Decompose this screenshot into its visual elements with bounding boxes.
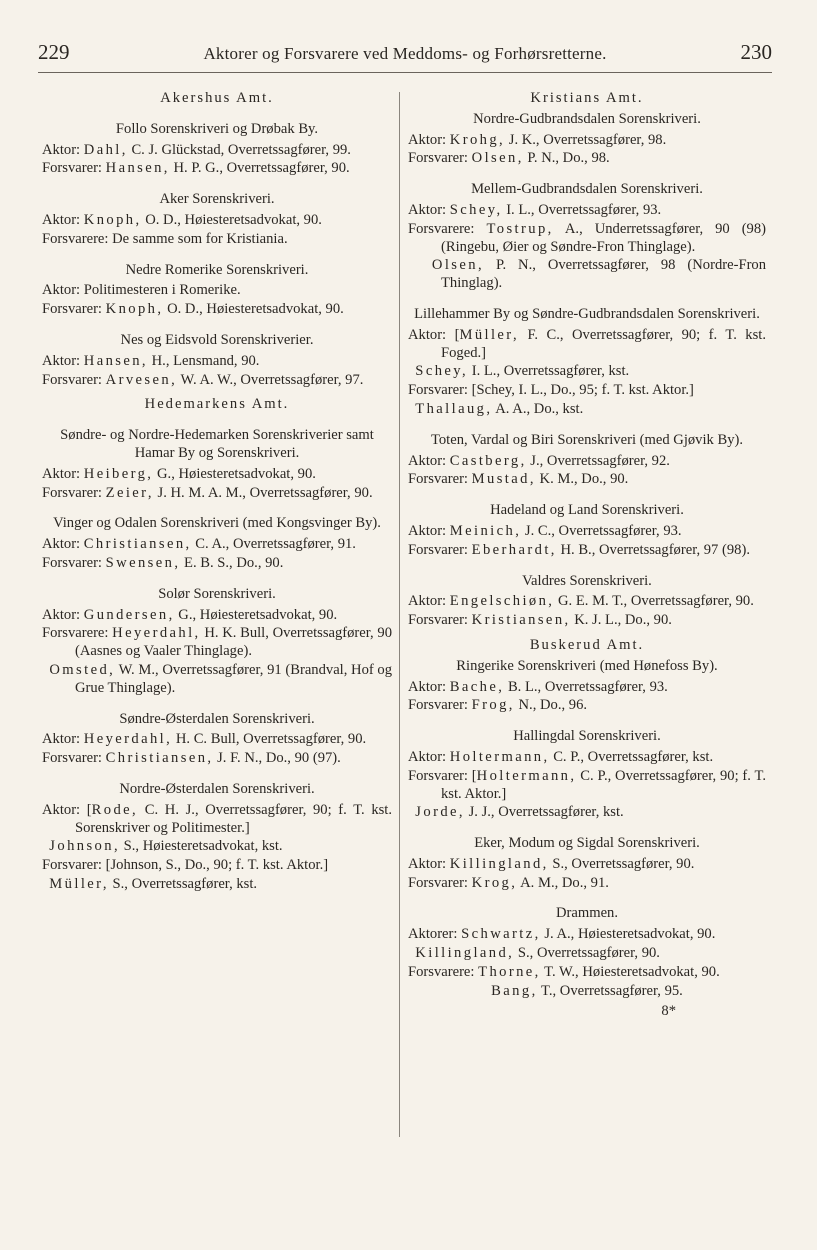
entry [408, 401, 766, 419]
person-name: Killingland, [415, 945, 515, 962]
section-title: Valdres Sorenskriveri. [522, 572, 652, 589]
section-title: Follo Sorenskriveri og Drøbak By. [115, 120, 319, 137]
entry-text: J. A., Høiesteretsadvokat, 90. [544, 926, 716, 943]
role-label: Forsvarer: [42, 484, 102, 501]
entry-text: S., Overretssagfører, kst. [112, 875, 258, 892]
section-title: Solør Sorenskriveri. [158, 585, 276, 602]
person-name: Knoph, [83, 211, 142, 228]
entry [42, 142, 392, 160]
entry-text: W. A. W., Overretssagfører, 97. [180, 371, 364, 388]
entry-text: Politimesteren i Romerike. [83, 282, 241, 299]
section-title: Søndre- og Nordre-Hedemarken Sorenskriverier samt Hamar By og Sorenskriveri. [60, 427, 374, 461]
entry [408, 542, 766, 560]
role-label: Forsvarere: [408, 963, 475, 980]
role-label: Forsvarer: [42, 371, 102, 388]
section-title: Ringerike Sorenskriveri (med Hønefoss By). [456, 657, 718, 674]
role-label: Aktor: [408, 326, 447, 343]
entry-text: F. C., Overretssagfører, 90; f. T. kst. Foged.] [441, 326, 766, 361]
person-name: Schey, [449, 201, 503, 218]
entry-text: P. N., Overretssagfører, 98 (Nordre-Fron Thinglag). [441, 257, 767, 292]
person-name: Dahl, [83, 141, 128, 158]
entry [408, 964, 766, 982]
amt-heading: Buskerud Amt. [529, 636, 645, 653]
entry [42, 212, 392, 230]
role-label: Forsvarer: [42, 750, 102, 767]
person-name: Omsted, [49, 661, 116, 678]
entry [408, 612, 766, 630]
amt-heading: Hedemarkens Amt. [144, 396, 290, 413]
entry [42, 555, 392, 573]
role-label: Aktor: [42, 211, 81, 228]
section-title: Nordre-Gudbrandsdalen Sorenskriveri. [473, 110, 701, 127]
person-name: Thallaug, [415, 400, 493, 417]
entry [408, 382, 766, 400]
person-name: Holtermann, [476, 767, 577, 784]
person-name: Swensen, [105, 554, 181, 571]
role-label: Aktor: [408, 522, 447, 539]
person-name: Müller, [49, 875, 109, 892]
entry-text: C. P., Overretssagfører, kst. [553, 748, 714, 765]
person-name: Eberhardt, [471, 541, 557, 558]
role-label: Aktor: [42, 731, 81, 748]
section-title: Nedre Romerike Sorenskriveri. [125, 261, 309, 278]
entry-text: C. A., Overretssagfører, 91. [195, 536, 356, 553]
entry-text: N., Do., 96. [518, 697, 588, 714]
entry-text: A. M., Do., 91. [520, 874, 609, 891]
entry-text: C. P., Overretssagfører, 90; f. T. kst. Aktor.] [441, 767, 766, 802]
person-name: Jorde, [415, 804, 465, 821]
bracket: [ [454, 326, 460, 343]
entry [408, 768, 766, 804]
running-title: Aktorer og Forsvarere ved Meddoms- og Forhørsretterne. [203, 44, 607, 63]
entry [42, 301, 392, 319]
person-name: Thorne, [478, 963, 541, 980]
section-title: Drammen. [555, 905, 618, 922]
person-name: Müller, [459, 326, 520, 343]
entry-text: O. D., Høiesteretsadvokat, 90. [145, 211, 322, 228]
entry-text: H., Lensmand, 90. [151, 352, 260, 369]
entry [408, 593, 766, 611]
role-label: Aktor: [408, 131, 447, 148]
entry-text: W. M., Overretssagfører, 91 (Brandval, Hof og Grue Thinglage). [75, 661, 393, 696]
person-name: Castberg, [449, 452, 527, 469]
person-name: Knoph, [105, 301, 164, 318]
person-name: Johnson, [49, 838, 120, 855]
bracket: [ [471, 767, 477, 784]
entry-text: J. J., Overretssagfører, kst. [468, 804, 624, 821]
section-title: Vinger og Odalen Sorenskriveri (med Kongsvinger By). [53, 515, 381, 532]
entry [408, 221, 766, 257]
entry-text: O. D., Høiesteretsadvokat, 90. [167, 301, 344, 318]
entry [408, 804, 766, 822]
person-name: Bache, [449, 678, 505, 695]
role-label: Aktor: [408, 678, 447, 695]
entry-text: H. C. Bull, Overretssagfører, 90. [175, 731, 367, 748]
person-name: Heyerdahl, [112, 625, 201, 642]
section-title: Lillehammer By og Søndre-Gudbrandsdalen Sorenskriveri. [414, 305, 760, 322]
section-title: Nordre-Østerdalen Sorenskriveri. [119, 780, 315, 797]
entry [408, 749, 766, 767]
entry [42, 662, 392, 698]
entry-text: E. B. S., Do., 90. [184, 554, 284, 571]
role-label: Forsvarer: [408, 767, 468, 784]
role-label: Aktor: [408, 855, 447, 872]
role-label: Forsvarer: [408, 541, 468, 558]
section-title: Aker Sorenskriveri. [159, 191, 275, 208]
person-name: Hansen, [83, 352, 148, 369]
entry-text: C. H. J., Overretssagfører, 90; f. T. kst. Sorenskriver og Politimester.] [75, 801, 392, 836]
role-label: Aktor: [42, 352, 81, 369]
entry [42, 536, 392, 554]
role-label: Aktor: [42, 465, 81, 482]
person-name: Krog, [471, 874, 518, 891]
section-title: Hadeland og Land Sorenskriveri. [490, 502, 684, 519]
entry-text: P. N., Do., 98. [527, 150, 610, 167]
entry-text: A., Underretssagfører, 90 (98) (Ringebu, Øier og Søndre-Fron Thinglage). [441, 220, 767, 255]
role-label: Forsvarer: [408, 697, 468, 714]
section-title: Toten, Vardal og Biri Sorenskriveri (med Gjøvik By). [430, 431, 744, 448]
entry [408, 471, 766, 489]
person-name: Meinich, [449, 522, 522, 539]
entry [42, 353, 392, 371]
role-label: Aktor: [42, 606, 81, 623]
role-label: Forsvarer: [408, 471, 468, 488]
entry [42, 231, 392, 249]
entry [408, 132, 766, 150]
person-name: Holtermann, [449, 748, 550, 765]
role-label: Forsvarer: [42, 160, 102, 177]
role-label: Forsvarere: [42, 230, 109, 247]
person-name: Frog, [471, 697, 515, 714]
entry [408, 856, 766, 874]
person-name: Schey, [415, 363, 469, 380]
role-label: Forsvarer: [408, 612, 468, 629]
person-name: Engelschiøn, [449, 593, 555, 610]
person-name: Killingland, [449, 855, 549, 872]
entry [408, 523, 766, 541]
person-name: Arvesen, [105, 371, 178, 388]
entry-text: A. A., Do., kst. [495, 400, 584, 417]
entry-text: K. M., Do., 90. [539, 471, 629, 488]
entry [42, 731, 392, 749]
entry-text: J. H. M. A. M., Overretssagfører, 90. [157, 484, 373, 501]
page-number-left: 229 [38, 40, 70, 64]
role-label: Forsvarer: [408, 150, 468, 167]
section-title: Nes og Eidsvold Sorenskriverier. [120, 331, 314, 348]
entry-text: G., Høiesteretsadvokat, 90. [157, 465, 316, 482]
role-label: Aktor: [42, 801, 81, 818]
entry [42, 282, 392, 300]
entry-text: C. J. Glückstad, Overretssagfører, 99. [131, 141, 351, 158]
entry-text: J., Overretssagfører, 92. [530, 452, 670, 469]
entry-text: S., Høiesteretsadvokat, kst. [123, 838, 283, 855]
role-label: Aktor: [42, 536, 81, 553]
entry [408, 327, 766, 363]
person-name: Christiansen, [105, 750, 214, 767]
entry [408, 983, 766, 1001]
person-name: Mustad, [471, 471, 536, 488]
section-title: Søndre-Østerdalen Sorenskriveri. [119, 710, 315, 727]
entry [42, 485, 392, 503]
entry [42, 160, 392, 178]
signature-mark: 8* [661, 1003, 676, 1020]
role-label: Forsvarer: [408, 874, 468, 891]
entry-text: [Schey, I. L., Do., 95; f. T. kst. Aktor.] [471, 382, 694, 399]
person-name: Tostrup, [486, 220, 554, 237]
entry [42, 625, 392, 661]
person-name: Schwartz, [461, 926, 541, 943]
column-divider [399, 92, 400, 1137]
entry-text: J. F. N., Do., 90 (97). [217, 750, 341, 767]
person-name: Heyerdahl, [83, 731, 173, 748]
entry [42, 876, 392, 894]
role-label: Forsvarer: [42, 301, 102, 318]
entry [408, 363, 766, 381]
entry [42, 372, 392, 390]
entry-text: J. K., Overretssagfører, 98. [508, 131, 667, 148]
entry-text: H. K. Bull, Overretssagfører, 90 (Aasnes og Vaaler Thinglage). [75, 625, 392, 660]
entry [408, 257, 766, 293]
entry [408, 926, 766, 944]
entry [408, 453, 766, 471]
role-label: Aktor: [408, 452, 447, 469]
section-title: Eker, Modum og Sigdal Sorenskriveri. [474, 835, 700, 852]
person-name: Olsen, [431, 257, 484, 274]
entry-text: J. C., Overretssagfører, 93. [524, 522, 682, 539]
person-name: Rode, [91, 801, 139, 818]
entry [408, 202, 766, 220]
role-label: Aktor: [408, 748, 447, 765]
entry-text: H. B., Overretssagfører, 97 (98). [560, 541, 750, 558]
entry-text: I. L., Overretssagfører, 93. [506, 201, 662, 218]
entry [42, 838, 392, 856]
entry-text: K. J. L., Do., 90. [574, 612, 672, 629]
bracket: [ [86, 801, 92, 818]
entry [408, 150, 766, 168]
entry-text: S., Overretssagfører, 90. [517, 945, 660, 962]
role-label: Forsvarer: [42, 554, 102, 571]
entry [42, 466, 392, 484]
entry-text: T., Overretssagfører, 95. [541, 982, 683, 999]
role-label: Aktorer: [408, 926, 458, 943]
entry [408, 875, 766, 893]
person-name: Krohg, [449, 131, 506, 148]
person-name: Christiansen, [83, 536, 192, 553]
entry-text: T. W., Høiesteretsadvokat, 90. [544, 963, 720, 980]
entry-text: B. L., Overretssagfører, 93. [507, 678, 668, 695]
entry [408, 945, 766, 963]
entry [408, 697, 766, 715]
role-label: Forsvarer: [42, 857, 102, 874]
person-name: Zeier, [105, 484, 154, 501]
person-name: Gundersen, [83, 606, 175, 623]
person-name: Kristiansen, [471, 612, 571, 629]
section-title: Mellem-Gudbrandsdalen Sorenskriveri. [471, 181, 703, 198]
left-column [42, 90, 392, 894]
role-label: Forsvarer: [408, 382, 468, 399]
entry [408, 679, 766, 697]
entry-text: G. E. M. T., Overretssagfører, 90. [558, 593, 754, 610]
amt-heading: Akershus Amt. [160, 90, 274, 106]
entry-text: G., Høiesteretsadvokat, 90. [178, 606, 338, 623]
entry-text: I. L., Overretssagfører, kst. [471, 363, 630, 380]
right-column [408, 90, 766, 1021]
role-label: Aktor: [42, 141, 81, 158]
entry-text: H. P. G., Overretssagfører, 90. [173, 160, 350, 177]
amt-heading: Kristians Amt. [530, 90, 644, 106]
section-title: Hallingdal Sorenskriveri. [513, 728, 661, 745]
role-label: Forsvarere: [42, 625, 109, 642]
entry-text: [Johnson, S., Do., 90; f. T. kst. Aktor.] [105, 857, 329, 874]
entry-text: S., Overretssagfører, 90. [552, 855, 695, 872]
entry [42, 802, 392, 838]
entry [42, 607, 392, 625]
person-name: Heiberg, [83, 465, 154, 482]
entry [42, 857, 392, 875]
entry-text: De samme som for Kristiania. [112, 230, 288, 247]
role-label: Aktor: [408, 201, 447, 218]
person-name: Bang, [491, 982, 538, 999]
role-label: Aktor: [408, 593, 447, 610]
page-header [38, 38, 772, 73]
page-number-right: 230 [740, 40, 772, 64]
person-name: Olsen, [471, 150, 524, 167]
person-name: Hansen, [105, 160, 170, 177]
role-label: Forsvarere: [408, 220, 475, 237]
role-label: Aktor: [42, 282, 81, 299]
entry [42, 750, 392, 768]
